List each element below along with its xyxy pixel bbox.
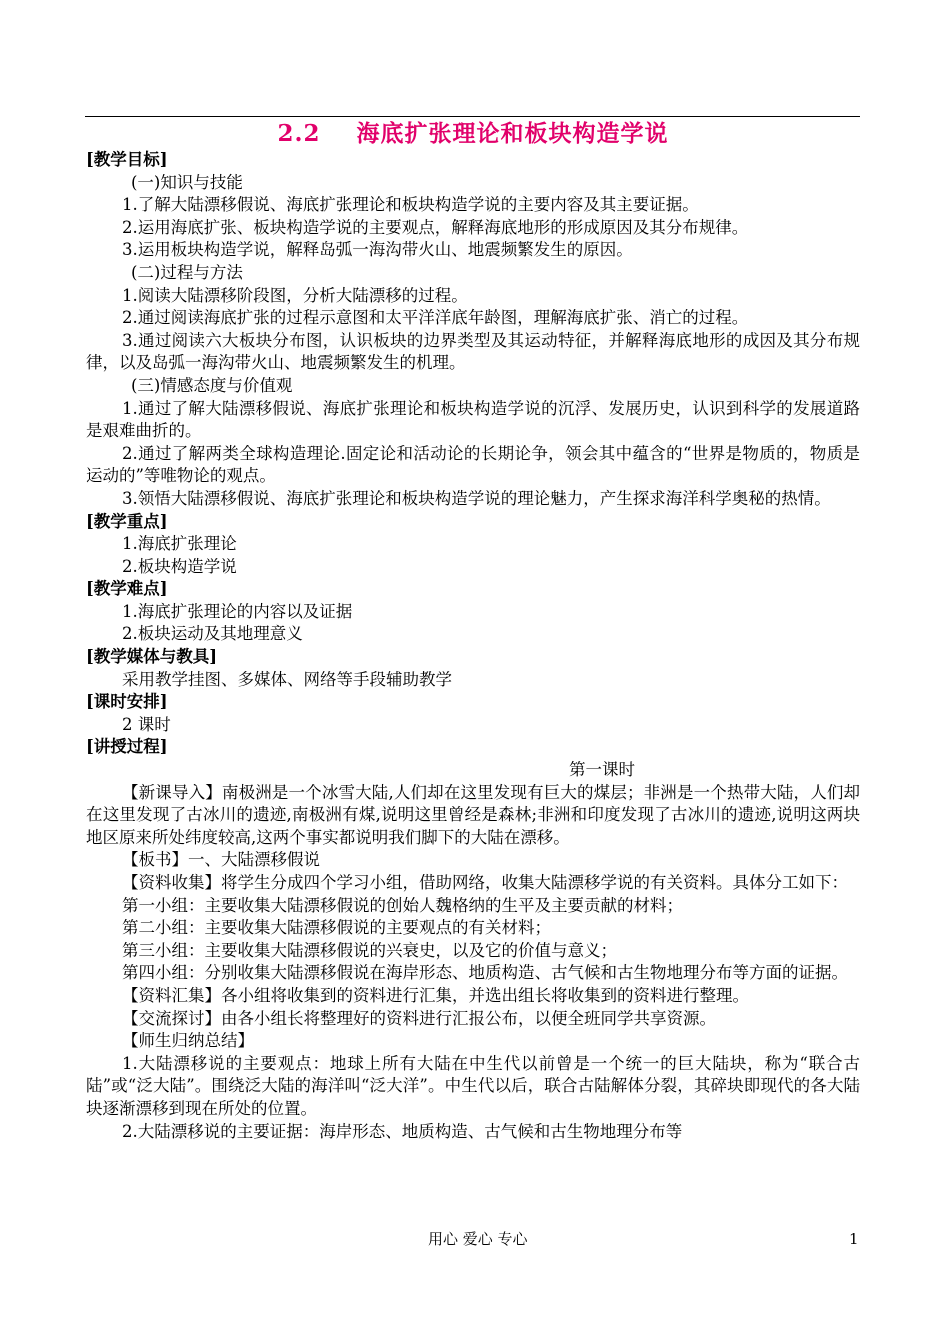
objectives-sub2: (二)过程与方法 (131, 262, 243, 282)
header-rule (85, 116, 860, 117)
board-note: 【板书】一、大陆漂移假说 (122, 850, 320, 870)
objective-item: 3.领悟大陆漂移假说、海底扩张理论和板块构造学说的理论魅力，产生探求海洋科学奥秘的热情。 (122, 488, 831, 508)
objectives-heading: [教学目标] (86, 150, 168, 169)
page-number: 1 (849, 1230, 859, 1248)
objective-item: 2.通过了解两类全球构造理论.固定论和活动论的长期论争，领会其中蕴含的“世界是物质的，物质是运动的”等唯物论的观点。 (86, 443, 860, 486)
lesson-label: 第一课时 (569, 760, 635, 780)
objective-item: 3.通过阅读六大板块分布图，认识板块的边界类型及其运动特征，并解释海底地形的成因及其分布规律，以及岛弧一海沟带火山、地震频繁发生的机理。 (86, 330, 860, 373)
objectives-sub3: (三)情感态度与价值观 (131, 375, 293, 395)
difficulty-item: 2.板块运动及其地理意义 (122, 624, 303, 644)
key-points-heading: [教学重点] (86, 511, 168, 531)
objective-item: 1.通过了解大陆漂移假说、海底扩张理论和板块构造学说的沉浮、发展历史，认识到科学的发展道路是艰难曲折的。 (86, 398, 860, 441)
schedule-text: 2 课时 (122, 714, 171, 734)
summary-collect: 【资料汇集】各小组将收集到的资料进行汇集，并选出组长将收集到的资料进行整理。 (122, 985, 749, 1005)
media-text: 采用教学挂图、多媒体、网络等手段辅助教学 (122, 669, 452, 689)
objective-item: 1.阅读大陆漂移阶段图，分析大陆漂移的过程。 (122, 285, 468, 305)
objective-item: 1.了解大陆漂移假说、海底扩张理论和板块构造学说的主要内容及其主要证据。 (122, 195, 699, 215)
group-item: 第三小组：主要收集大陆漂移假说的兴衰史，以及它的价值与意义； (122, 940, 617, 960)
process-heading: [讲授过程] (86, 737, 168, 757)
objective-item: 3.运用板块构造学说，解释岛弧一海沟带火山、地震频繁发生的原因。 (122, 240, 633, 260)
group-item: 第四小组：分别收集大陆漂移假说在海岸形态、地质构造、古气候和古生物地理分布等方面的证据。 (122, 963, 848, 983)
key-point-item: 1.海底扩张理论 (122, 534, 237, 554)
objective-item: 2.运用海底扩张、板块构造学说的主要观点，解释海底地形的形成原因及其分布规律。 (122, 217, 749, 237)
conclusion-item: 2.大陆漂移说的主要证据：海岸形态、地质构造、古气候和古生物地理分布等 (122, 1121, 683, 1141)
group-item: 第二小组：主要收集大陆漂移假说的主要观点的有关材料； (122, 918, 551, 938)
conclusion-item: 1.大陆漂移说的主要观点：地球上所有大陆在中生代以前曾是一个统一的巨大陆块，称为“联合古陆”或“泛大陆”。围绕泛大陆的海洋叫“泛大洋”。中生代以后，联合古陆解体分裂，其碎块即现代的各大陆块逐渐漂移到现在所处的位置。 (86, 1053, 860, 1118)
objectives-sub1: (一)知识与技能 (131, 172, 243, 192)
difficulties-heading: [教学难点] (86, 579, 168, 599)
document-body (86, 118, 860, 1143)
media-heading: [教学媒体与教具] (86, 647, 218, 667)
conclusion-heading: 【师生归纳总结】 (122, 1031, 254, 1051)
page-title (86, 118, 860, 149)
schedule-heading: [课时安排] (86, 692, 168, 712)
objective-item: 2.通过阅读海底扩张的过程示意图和太平洋洋底年龄图，理解海底扩张、消亡的过程。 (122, 308, 749, 328)
intro-paragraph: 【新课导入】南极洲是一个冰雪大陆,人们却在这里发现有巨大的煤层；非洲是一个热带大陆，人们却在这里发现了古冰川的遗迹,南极洲有煤,说明这里曾经是森林;非洲和印度发现了古冰川的遗迹,说明这两块地区原来所处纬度较高,这两个事实都说明我们脚下的大陆在漂移。 (86, 782, 860, 847)
footer-motto: 用心 爱心 专心 (428, 1230, 528, 1248)
collect-paragraph: 【资料收集】将学生分成四个学习小组，借助网络，收集大陆漂移学说的有关资料。具体分工如下： (122, 873, 848, 892)
difficulty-item: 1.海底扩张理论的内容以及证据 (122, 601, 353, 621)
title-text: 海底扩张理论和板块构造学说 (356, 120, 669, 147)
exchange-paragraph: 【交流探讨】由各小组长将整理好的资料进行汇报公布，以便全班同学共享资源。 (122, 1008, 716, 1028)
key-point-item: 2.板块构造学说 (122, 556, 237, 576)
group-item: 第一小组：主要收集大陆漂移假说的创始人魏格纳的生平及主要贡献的材料； (122, 895, 683, 915)
title-number: 2.2 (277, 120, 321, 147)
